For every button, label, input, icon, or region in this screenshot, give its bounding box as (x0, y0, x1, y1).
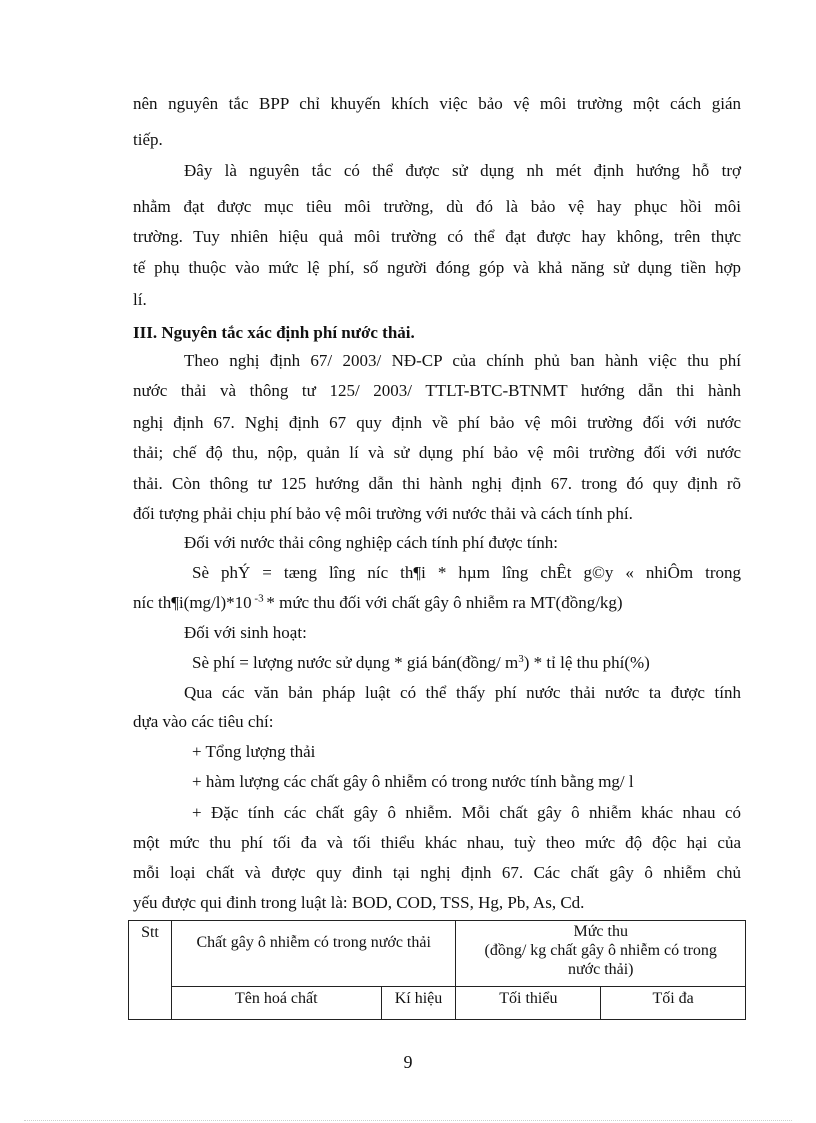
table-header-pollutant: Chất gây ô nhiễm có trong nước thải (171, 921, 456, 987)
formula-line: níc th¶i(mg/l)*10 $^{-3}$ * mức thu đối với chất gây ô nhiễm ra MT(đồng/kg) (133, 592, 623, 612)
page-number: 9 (403, 1052, 413, 1072)
paragraph-line: đối tượng phải chịu phí bảo vệ môi trường với nước thải và cách tính phí. (133, 504, 633, 523)
list-item: + Tổng lượng thải (192, 742, 316, 761)
formula-line: Sè phÝ = tæng lîng níc th¶i * hµm lîng chÊt g©y « nhiÔm trong (192, 563, 741, 582)
formula-line: Sè phí = lượng nước sử dụng * giá bán(đồng/ $m^3$) * tỉ lệ thu phí(%) (192, 653, 650, 672)
paragraph-line: Đối với nước thải công nghiệp cách tính phí được tính: (184, 533, 558, 552)
paragraph-line: nghị định 67. Nghị định 67 quy định về phí bảo vệ môi trường đối với nước (133, 413, 741, 432)
section-heading: III. Nguyên tắc xác định phí nước thải. (133, 323, 415, 342)
paragraph-line: Đây là nguyên tắc có thể được sử dụng nh mét định hướng hỗ trợ (184, 161, 741, 180)
paragraph-line: nhằm đạt được mục tiêu môi trường, dù đó là bảo vệ hay phục hồi môi (133, 197, 741, 216)
list-item: + hàm lượng các chất gây ô nhiễm có trong nước tính bằng mg/ l (192, 772, 634, 791)
paragraph-line: tiếp. (133, 130, 163, 149)
table-header-fee: Mức thu (đồng/ kg chất gây ô nhiễm có trong nước thải) (456, 921, 746, 987)
paragraph-line: dựa vào các tiêu chí: (133, 712, 274, 731)
paragraph-line: tế phụ thuộc vào mức lệ phí, số người đóng góp và khả năng sử dụng tiền hợp (133, 258, 741, 277)
table-header-symbol: Kí hiệu (381, 987, 456, 1020)
pollutant-fee-table (128, 920, 746, 1020)
paragraph-line: mỗi loại chất và được quy đinh tại nghị định 67. Các chất gây ô nhiễm chủ (133, 863, 741, 882)
table-header-stt: Stt (129, 921, 172, 1020)
paragraph-line: Đối với sinh hoạt: (184, 623, 307, 642)
paragraph-line: yếu được qui đinh trong luật là: BOD, COD, TSS, Hg, Pb, As, Cd. (133, 893, 585, 912)
list-item: + Đặc tính các chất gây ô nhiễm. Mỗi chất gây ô nhiễm khác nhau có (192, 803, 741, 822)
paragraph-line: trường. Tuy nhiên hiệu quả môi trường có thể đạt được hay không, trên thực (133, 227, 741, 246)
paragraph-line: nên nguyên tắc BPP chỉ khuyến khích việc bảo vệ môi trường một cách gián (133, 94, 741, 113)
paragraph-line: một mức thu phí tối đa và tối thiểu khác nhau, tuỳ theo mức độ độc hại của (133, 833, 741, 852)
table-header-min: Tối thiểu (456, 987, 601, 1020)
paragraph-line: lí. (133, 290, 147, 309)
paragraph-line: Theo nghị định 67/ 2003/ NĐ-CP của chính phủ ban hành việc thu phí (184, 351, 741, 370)
paragraph-line: Qua các văn bản pháp luật có thể thấy phí nước thải nước ta được tính (184, 683, 741, 702)
footer-divider (24, 1120, 792, 1121)
paragraph-line: nước thải và thông tư 125/ 2003/ TTLT-BTC-BTNMT hướng dẫn thi hành (133, 381, 741, 400)
table-header-name: Tên hoá chất (171, 987, 381, 1020)
paragraph-line: thải. Còn thông tư 125 hướng dẫn thi hành nghị định 67. trong đó quy định rõ (133, 474, 741, 493)
table-header-max: Tối đa (601, 987, 746, 1020)
paragraph-line: thải; chế độ thu, nộp, quản lí và sử dụng phí bảo vệ môi trường đối với nước (133, 443, 741, 462)
